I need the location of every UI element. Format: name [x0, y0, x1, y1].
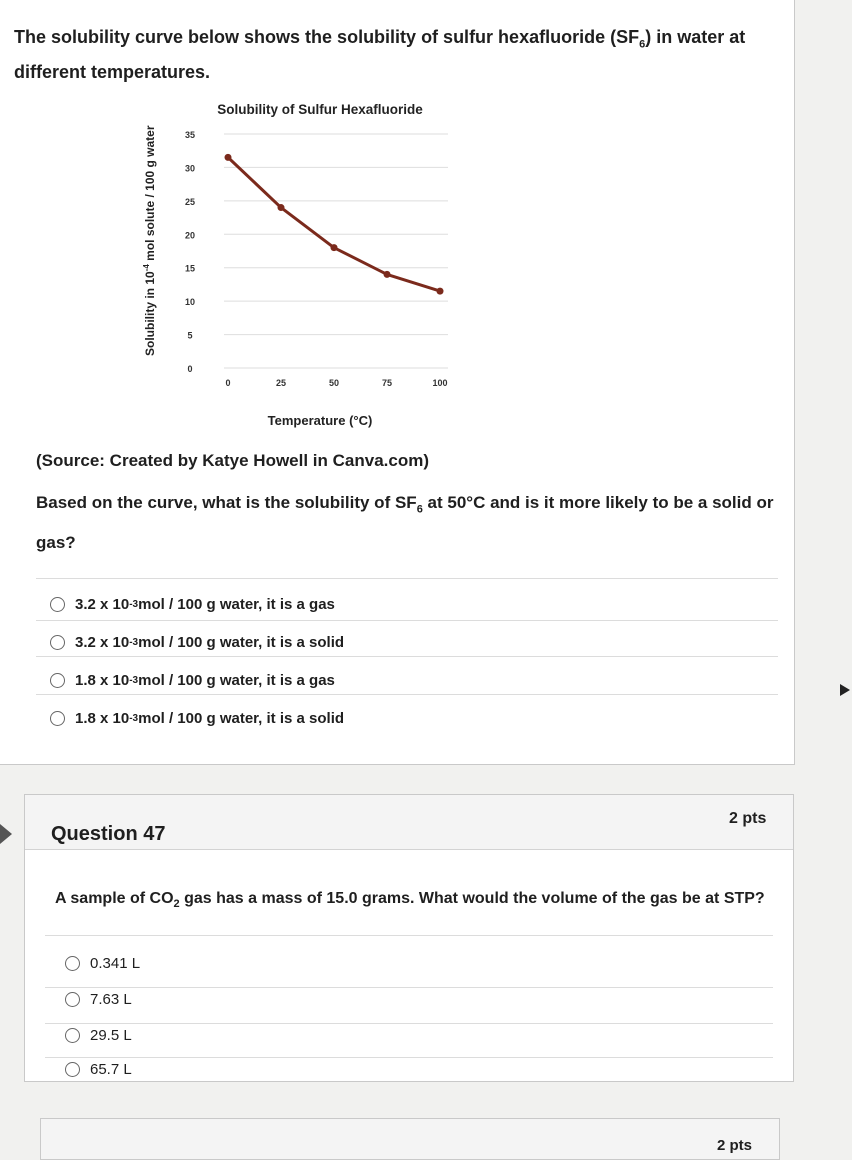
answer-exp: -3 — [129, 675, 139, 686]
radio-button[interactable] — [50, 673, 65, 688]
answer-label: 29.5 L — [90, 1027, 132, 1044]
question-flag-icon[interactable] — [0, 824, 12, 844]
question-title: Question 47 — [51, 823, 166, 845]
divider — [36, 620, 778, 621]
prompt-text-2: gas has a mass of 15.0 grams. What would the volume of the gas be at STP? — [179, 890, 765, 907]
answer-option-b[interactable] — [65, 991, 132, 1008]
chart-series — [225, 154, 444, 295]
y-tick-label-4: 20 — [184, 230, 196, 241]
y-label-suffix: mol solute / 100 g water — [143, 125, 157, 265]
prompt-text-1: Based on the curve, what is the solubility of SF — [36, 493, 417, 512]
data-point-2 — [331, 244, 338, 251]
question-intro — [14, 24, 754, 86]
y-tick-label-6: 30 — [184, 163, 196, 174]
prompt-subscript: 2 — [173, 898, 180, 911]
answer-option-d[interactable] — [50, 710, 344, 727]
divider — [36, 694, 778, 695]
answer-exp: -3 — [129, 713, 139, 724]
prompt-text-2: at 50°C and is it more likely to be a solid or gas? — [36, 493, 774, 553]
x-tick-labels — [225, 378, 447, 388]
source-citation: (Source: Created by Katye Howell in Canva.com) — [36, 451, 429, 470]
answer-coef: 3.2 x 10 — [75, 596, 130, 613]
answer-option-a[interactable] — [65, 955, 140, 972]
answer-coef: 1.8 x 10 — [75, 710, 130, 727]
question-47-card — [24, 794, 794, 1082]
divider — [36, 578, 778, 579]
y-axis-label — [142, 125, 157, 356]
chart-title: Solubility of Sulfur Hexafluoride — [217, 102, 423, 117]
answer-option-c[interactable] — [50, 672, 335, 689]
points-label: 2 pts — [729, 810, 767, 827]
data-point-0 — [225, 154, 232, 161]
intro-text-2: ) in water at different temperatures. — [14, 27, 746, 82]
data-point-3 — [384, 271, 391, 278]
x-tick-label-3: 75 — [381, 378, 393, 388]
y-label-prefix: Solubility in 10 — [143, 271, 157, 356]
radio-button[interactable] — [65, 992, 80, 1007]
y-tick-label-2: 10 — [184, 297, 196, 308]
prompt-text-1: A sample of CO — [55, 890, 174, 907]
answer-rest: mol / 100 g water, it is a gas — [138, 596, 335, 613]
intro-subscript: 6 — [639, 38, 646, 51]
question-48-card — [40, 1118, 780, 1160]
divider — [45, 935, 773, 936]
x-tick-label-2: 50 — [328, 378, 340, 388]
radio-button[interactable] — [50, 597, 65, 612]
intro-text-1: The solubility curve below shows the solubility of sulfur hexafluoride (SF — [14, 27, 640, 47]
x-tick-label-0: 0 — [225, 378, 231, 388]
answer-option-c[interactable] — [65, 1027, 132, 1044]
cursor-arrow-icon — [840, 684, 850, 696]
answer-label: 65.7 L — [90, 1061, 132, 1078]
answer-label: 7.63 L — [90, 991, 132, 1008]
series-line — [228, 157, 440, 291]
answer-coef: 3.2 x 10 — [75, 634, 130, 651]
y-tick-labels — [185, 130, 195, 374]
chart-grid — [224, 134, 448, 368]
answer-exp: -3 — [129, 599, 139, 610]
radio-button[interactable] — [65, 956, 80, 971]
points-label: 2 pts — [717, 1137, 753, 1154]
data-point-4 — [437, 288, 444, 295]
radio-button[interactable] — [50, 711, 65, 726]
divider — [45, 1023, 773, 1024]
answer-option-d[interactable] — [65, 1061, 132, 1078]
x-tick-label-1: 25 — [275, 378, 287, 388]
prompt-subscript: 6 — [416, 503, 423, 516]
y-tick-label-3: 15 — [184, 263, 196, 274]
answer-coef: 1.8 x 10 — [75, 672, 130, 689]
divider — [45, 987, 773, 988]
x-axis-label: Temperature (°C) — [267, 413, 373, 428]
answer-rest: mol / 100 g water, it is a solid — [138, 710, 345, 727]
divider — [36, 656, 778, 657]
y-tick-label-1: 5 — [187, 330, 193, 341]
y-tick-label-0: 0 — [187, 364, 193, 374]
radio-button[interactable] — [65, 1028, 80, 1043]
question-header — [25, 795, 793, 850]
y-label-exponent: -4 — [142, 264, 151, 272]
radio-button[interactable] — [65, 1062, 80, 1077]
answer-label: 0.341 L — [90, 955, 141, 972]
answer-option-a[interactable] — [50, 596, 335, 613]
answer-option-b[interactable] — [50, 634, 344, 651]
chart-svg — [140, 96, 470, 436]
divider — [45, 1057, 773, 1058]
answer-exp: -3 — [129, 637, 139, 648]
data-point-1 — [278, 204, 285, 211]
question-prompt — [55, 890, 765, 910]
answer-rest: mol / 100 g water, it is a solid — [138, 634, 345, 651]
solubility-chart — [140, 96, 470, 436]
x-tick-label-4: 100 — [432, 378, 448, 388]
y-tick-label-5: 25 — [184, 196, 196, 207]
answer-rest: mol / 100 g water, it is a gas — [138, 672, 335, 689]
question-prompt — [36, 486, 776, 559]
radio-button[interactable] — [50, 635, 65, 650]
y-tick-label-7: 35 — [184, 130, 196, 140]
